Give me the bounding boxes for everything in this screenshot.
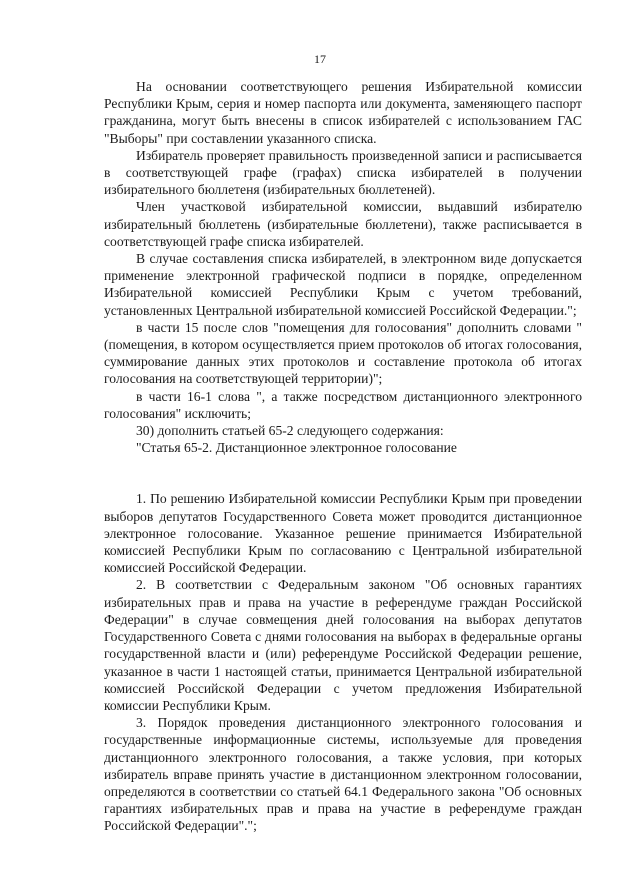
paragraph: В случае составления списка избирателей, в электронном виде допускается применение электронной графической подписи в порядке, определенном Избирательной комиссией Республики Крым с учетом требований, установленных Центральной избирательной комиссией Российской Федерации."; [104, 251, 582, 318]
paragraph: 1. По решению Избирательной комиссии Республики Крым при проведении выборов депутатов Государственного Совета может проводится дистанционное электронное голосование. Указанное решение принимается Избирательной комиссией Республики Крым по согласованию с Центральной избирательной комиссией Российской Федерации. [104, 491, 582, 576]
paragraph: Избиратель проверяет правильность произведенной записи и расписывается в соответствующей графе (графах) списка избирателей в получении избирательного бюллетеня (избирательных бюллетеней). [104, 147, 582, 198]
paragraph: 2. В соответствии с Федеральным законом "Об основных гарантиях избирательных прав и права на участие в референдуме граждан Российской Федерации" в случае совмещения дней голосования на выборах депутатов Государственного Совета с днями голосования на выборах в федеральные органы государственной власти и (или) референдуме Российской Федерации решение, указанное в части 1 настоящей статьи, принимается Центральной избирательной комиссией Российской Федерации с учетом предложения Избирательной комиссии Республики Крым. [104, 577, 582, 713]
paragraph: На основании соответствующего решения Избирательной комиссии Республики Крым, серия и номер паспорта или документа, заменяющего паспорт гражданина, могут быть внесены в список избирателей с использованием ГАС "Выборы" при составлении указанного списка. [104, 79, 582, 146]
article-heading: "Статья 65-2. Дистанционное электронное голосование [136, 440, 457, 456]
paragraph: 3. Порядок проведения дистанционного электронного голосования и государственные информационные системы, используемые для проведения дистанционного электронного голосования, а также условия, при которых избиратель вправе принять участие в дистанционном электронном голосовании, определяются в соответствии со статьей 64.1 Федерального закона "Об основных гарантиях избирательных прав и права на участие в референдуме граждан Российской Федерации"."; [104, 715, 582, 834]
paragraph: в части 15 после слов "помещения для голосования" дополнить словами "(помещения, в котором осуществляется прием протоколов об итогах голосования, суммирование данных этих протоколов и составление протокола об итогах голосования на соответствующей территории)"; [104, 319, 582, 387]
paragraph: в части 16-1 слова ", а также посредством дистанционного электронного голосования" исключить; [104, 388, 582, 421]
document-body [104, 78, 582, 835]
paragraph: 30) дополнить статьей 65-2 следующего содержания: [136, 423, 444, 439]
page-number: 17 [314, 52, 326, 66]
paragraph: Член участковой избирательной комиссии, выдавший избирателю избирательный бюллетень (избирательные бюллетени), также расписывается в соответствующей графе списка избирателей. [104, 199, 582, 249]
